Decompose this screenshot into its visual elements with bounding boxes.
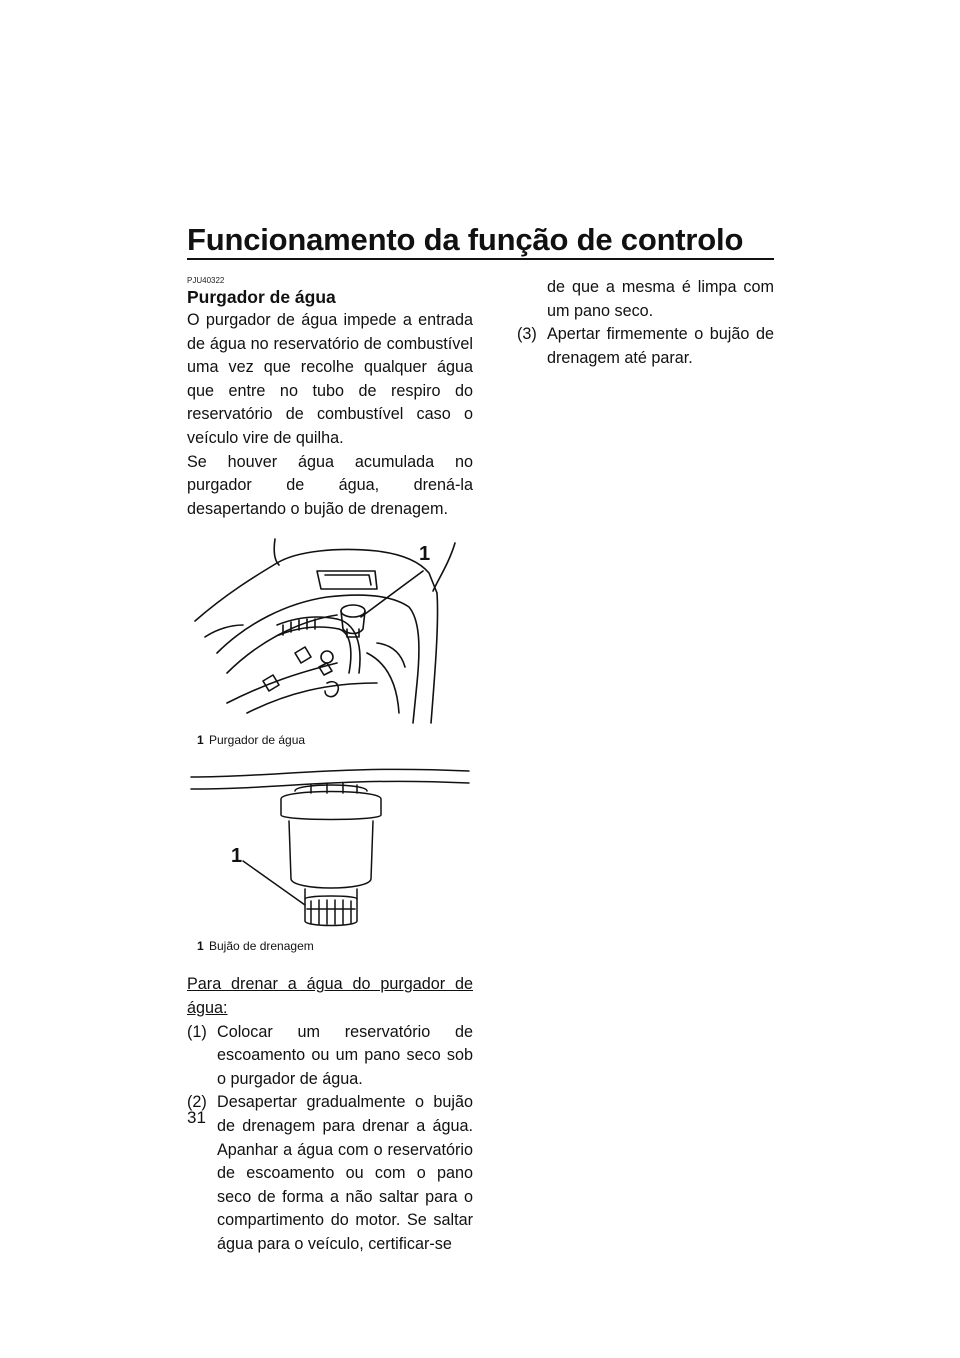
step-2-continuation: de que a mesma é limpa com um pano seco. [547, 278, 774, 320]
step-3 [517, 323, 774, 370]
page-number: 31 [187, 1108, 206, 1127]
drain-plug-illustration [187, 761, 473, 939]
section-code: PJU40322 [187, 276, 225, 285]
figure-1-caption-text: Purgador de água [209, 733, 306, 748]
paragraph-2: Se houver água acumulada no purgador de água, drená-la desapertando o bujão de drenagem. [187, 452, 473, 518]
figure-drain-plug [187, 761, 473, 961]
step-2-continued [517, 276, 774, 323]
figure-1-callout: 1 [419, 543, 431, 566]
step-1-text: Colocar um reservatório de escoamento ou um pano seco sob o purgador de água. [217, 1022, 473, 1088]
procedure-heading: Para drenar a água do purgador de água: [187, 975, 473, 1017]
figure-2-callout: 1 [231, 845, 243, 868]
step-2-text: Desapertar gradualmente o bujão de drenagem para drenar a água. Apanhar a água com o reservatório de escoamento ou com o pano seco de forma a não saltar para o compartimento do motor. Se saltar água para o veículo, certificar-se [217, 1093, 473, 1253]
figure-1-caption-number: 1 [197, 733, 204, 748]
step-2-number: (2) [187, 1093, 207, 1112]
paragraph-1: O purgador de água impede a entrada de água no reservatório de combustível uma vez que recolhe qualquer água que entre no tubo de respiro do reservatório de combustível caso o veículo vire de quilha. [187, 311, 473, 447]
step-2 [187, 1091, 473, 1256]
figure-1-caption [197, 733, 305, 747]
step-1-number: (1) [187, 1022, 207, 1041]
page-title: Funcionamento da função de controlo [187, 222, 744, 257]
step-1 [187, 1021, 473, 1092]
title-rule [187, 258, 774, 260]
figure-water-trap [187, 533, 473, 751]
figure-2-caption-text: Bujão de drenagem [209, 939, 314, 954]
left-column [187, 276, 473, 1256]
figure-2-caption-number: 1 [197, 939, 204, 954]
figure-2-caption [197, 939, 314, 953]
step-3-number: (3) [517, 325, 537, 344]
section-title: Purgador de água [187, 287, 336, 307]
right-column [517, 276, 774, 370]
step-3-text: Apertar firmemente o bujão de drenagem até parar. [547, 325, 774, 367]
